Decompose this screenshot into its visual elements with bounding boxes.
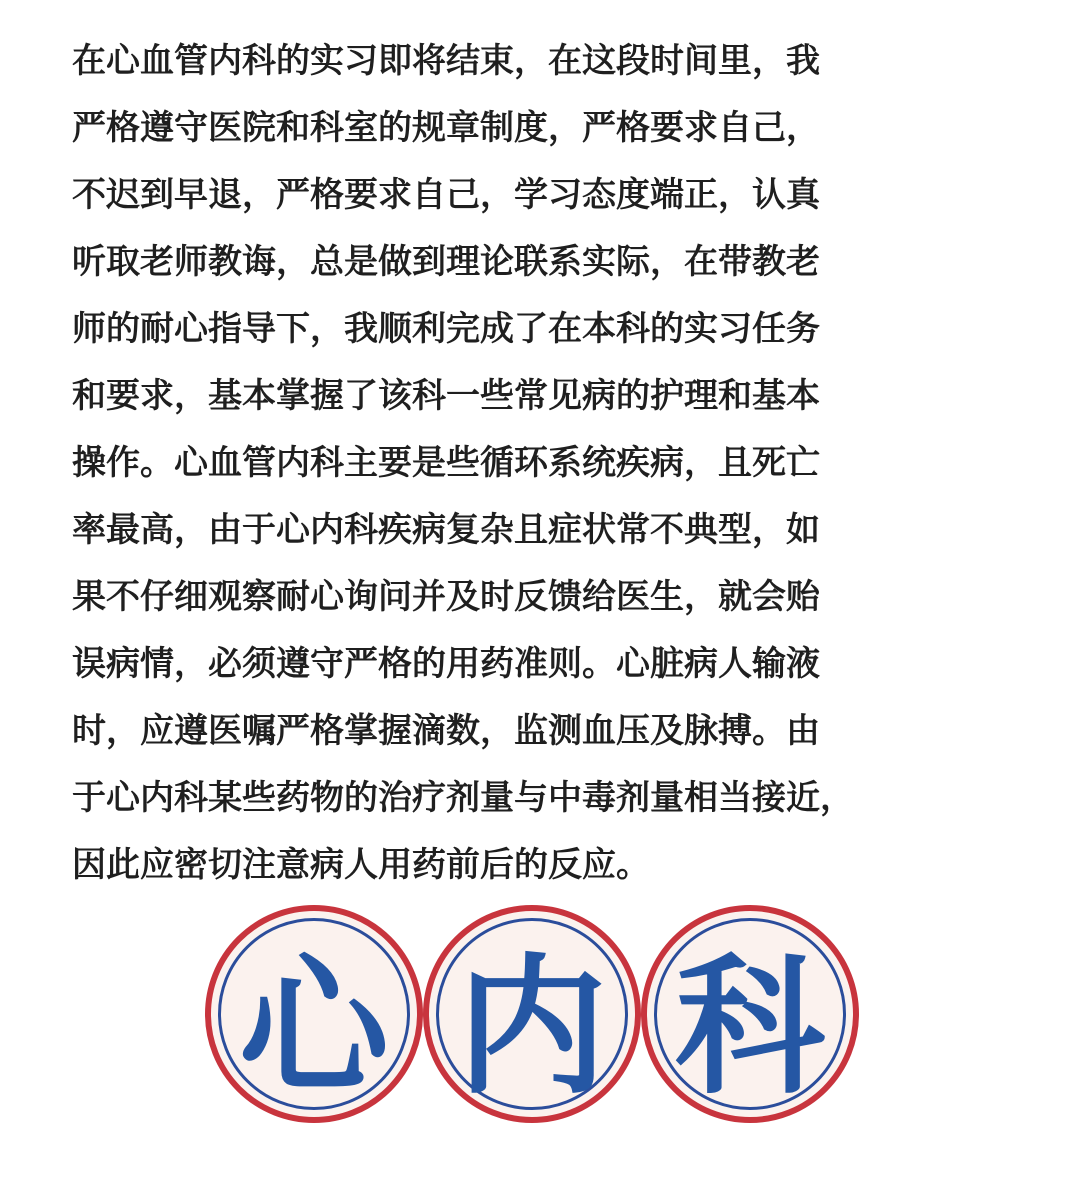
paragraph-line: 时，应遵医嘱严格掌握滴数，监测血压及脉搏。由 (72, 711, 820, 751)
paragraph-line: 不迟到早退，严格要求自己，学习态度端正，认真 (72, 175, 820, 215)
badge-char-xin: 心 (238, 939, 389, 1115)
paragraph-line: 和要求，基本掌握了该科一些常见病的护理和基本 (72, 376, 820, 416)
badge-char-ke: 科 (674, 939, 825, 1115)
paragraph-line: 误病情，必须遵守严格的用药准则。心脏病人输液 (72, 644, 820, 684)
department-title-badges (205, 905, 875, 1130)
paragraph-line: 听取老师教诲，总是做到理论联系实际，在带教老 (72, 242, 820, 282)
badge-circle-xin (205, 905, 423, 1123)
paragraph-line: 果不仔细观察耐心询问并及时反馈给医生，就会贻 (72, 577, 820, 617)
paragraph-line: 在心血管内科的实习即将结束，在这段时间里，我 (72, 41, 820, 81)
badge-char-nei: 内 (456, 939, 607, 1115)
paragraph-line: 师的耐心指导下，我顺利完成了在本科的实习任务 (72, 309, 820, 349)
badge-circle-ke (641, 905, 859, 1123)
paragraph-line: 于心内科某些药物的治疗剂量与中毒剂量相当接近， (72, 778, 854, 818)
badge-circle-nei (423, 905, 641, 1123)
paragraph-line: 操作。心血管内科主要是些循环系统疾病，且死亡 (72, 443, 820, 483)
paragraph-line: 率最高，由于心内科疾病复杂且症状常不典型，如 (72, 510, 820, 550)
paragraph-line: 严格遵守医院和科室的规章制度，严格要求自己， (72, 108, 820, 148)
paragraph-line: 因此应密切注意病人用药前后的反应。 (72, 845, 650, 885)
article-body (72, 28, 1008, 899)
